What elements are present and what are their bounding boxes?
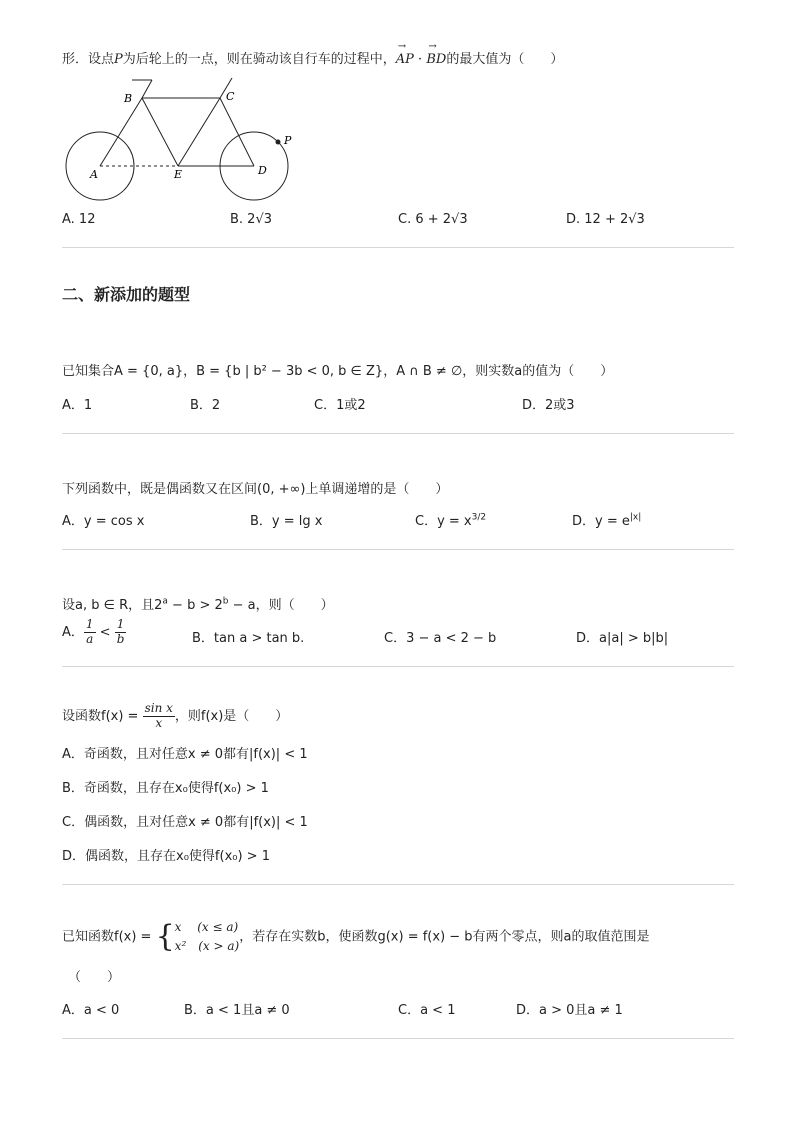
label-e: E bbox=[174, 168, 183, 181]
fraction-numerator: sin x bbox=[144, 701, 173, 715]
q2-option-a[interactable]: A．y = cos x bbox=[62, 514, 145, 529]
q5-option-c[interactable]: C．a < 1 bbox=[398, 1003, 456, 1018]
q1-option-d[interactable]: D．2或3 bbox=[522, 398, 575, 413]
case-1: x (x ≤ a) bbox=[174, 920, 239, 934]
q2-option-d-exponent: |x| bbox=[629, 512, 642, 523]
segment-ce bbox=[178, 98, 220, 166]
q3-option-c[interactable]: C．3 − a < 2 − b bbox=[384, 631, 497, 646]
fraction-numerator: 1 bbox=[85, 617, 94, 631]
q1-stem: 已知集合A = {0, a}，B = {b | b² − 3b < 0, b ∈ Z}，A ∩ B ≠ ∅，则实数a的值为（ ） bbox=[62, 364, 614, 379]
q0-stem-point: P bbox=[114, 52, 123, 67]
q5-stem-line2: （ ） bbox=[68, 970, 121, 985]
q3-option-d[interactable]: D．a|a| > b|b| bbox=[576, 631, 669, 646]
q4-option-b[interactable]: B．奇函数，且存在x₀使得f(x₀) > 1 bbox=[62, 781, 269, 796]
piecewise-cases bbox=[175, 918, 240, 956]
q2-option-d[interactable] bbox=[572, 510, 641, 529]
vector-ap: → AP bbox=[396, 52, 414, 67]
q4-stem-suffix: ，则f(x)是（ ） bbox=[174, 708, 289, 724]
q3-stem-mid: − b > 2 bbox=[167, 598, 223, 613]
q3-stem-end: − a，则（ ） bbox=[228, 598, 334, 613]
q5-stem bbox=[62, 918, 650, 956]
divider bbox=[62, 666, 734, 667]
label-c: C bbox=[226, 90, 235, 103]
label-d: D bbox=[258, 164, 267, 177]
q4-option-a[interactable]: A．奇函数，且对任意x ≠ 0都有|f(x)| < 1 bbox=[62, 747, 308, 762]
q4-option-d[interactable]: D．偶函数，且存在x₀使得f(x₀) > 1 bbox=[62, 849, 270, 864]
segment-ab bbox=[100, 98, 142, 166]
fraction-denominator: x bbox=[155, 715, 163, 730]
q0-option-d[interactable]: D. 12 + 2√3 bbox=[566, 212, 645, 227]
fraction-denominator: a bbox=[86, 631, 94, 646]
q5-option-b[interactable]: B．a < 1且a ≠ 0 bbox=[184, 1003, 290, 1018]
q0-stem-suffix: 的最大值为（ ） bbox=[446, 52, 564, 67]
q2-option-d-text: D．y = e bbox=[572, 514, 630, 529]
q5-stem-prefix: 已知函数f(x) = bbox=[62, 929, 156, 945]
q3-stem-prefix: 设a, b ∈ R，且2 bbox=[62, 598, 163, 613]
q4-stem bbox=[62, 702, 288, 731]
q1-option-b[interactable]: B．2 bbox=[190, 398, 221, 413]
q2-option-b[interactable]: B．y = lg x bbox=[250, 514, 323, 529]
q0-stem-mid: 为后轮上的一点，则在骑动该自行车的过程中， bbox=[122, 52, 396, 67]
divider bbox=[62, 884, 734, 885]
fraction-sinx-over-x bbox=[143, 702, 175, 731]
bicycle-diagram bbox=[60, 76, 310, 206]
divider bbox=[62, 549, 734, 550]
q2-option-c[interactable] bbox=[415, 510, 486, 529]
segment-be bbox=[142, 98, 178, 166]
q4-stem-prefix: 设函数f(x) = bbox=[62, 708, 143, 724]
q3-exp-b: b bbox=[222, 596, 229, 607]
q0-option-b[interactable]: B. 2√3 bbox=[230, 212, 273, 227]
divider bbox=[62, 247, 734, 248]
dot-operator: · bbox=[413, 52, 427, 67]
q3-option-b[interactable]: B．tan a > tan b. bbox=[192, 631, 305, 646]
q0-stem bbox=[62, 48, 563, 67]
q1-option-c[interactable]: C．1或2 bbox=[314, 398, 366, 413]
q3-option-a[interactable] bbox=[62, 618, 126, 647]
point-p-marker bbox=[276, 140, 281, 145]
fraction-denominator: b bbox=[116, 631, 125, 646]
q3-option-a-prefix: A． bbox=[62, 624, 84, 640]
label-b: B bbox=[124, 92, 133, 105]
divider bbox=[62, 433, 734, 434]
less-than: < bbox=[95, 624, 115, 640]
section-title: 二、新添加的题型 bbox=[62, 285, 191, 304]
q2-stem: 下列函数中，既是偶函数又在区间(0, +∞)上单调递增的是（ ） bbox=[62, 482, 449, 497]
q0-stem-prefix: 形．设点 bbox=[62, 52, 115, 67]
label-p: P bbox=[284, 134, 292, 147]
q4-option-c[interactable]: C．偶函数，且对任意x ≠ 0都有|f(x)| < 1 bbox=[62, 815, 308, 830]
fraction-1-over-b bbox=[115, 618, 127, 647]
q2-option-c-text: C．y = x bbox=[415, 514, 472, 529]
handlebar-b bbox=[142, 80, 152, 98]
q5-option-a[interactable]: A．a < 0 bbox=[62, 1003, 120, 1018]
label-a: A bbox=[90, 168, 98, 181]
q3-exp-a: a bbox=[162, 596, 168, 607]
q5-stem-suffix: ，若存在实数b，使函数g(x) = f(x) − b有两个零点，则a的取值范围是 bbox=[239, 929, 650, 945]
q2-option-c-exponent: 3/2 bbox=[471, 512, 487, 523]
divider bbox=[62, 1038, 734, 1039]
fraction-numerator: 1 bbox=[115, 618, 127, 633]
q0-option-a[interactable]: A. 12 bbox=[62, 212, 96, 227]
case-2: x² (x > a) bbox=[174, 939, 240, 954]
left-brace: { bbox=[155, 919, 175, 955]
q0-option-c[interactable]: C. 6 + 2√3 bbox=[398, 212, 468, 227]
q5-option-d[interactable]: D．a > 0且a ≠ 1 bbox=[516, 1003, 623, 1018]
q3-stem bbox=[62, 594, 334, 613]
q1-option-a[interactable]: A．1 bbox=[62, 398, 93, 413]
vector-bd: → BD bbox=[426, 52, 446, 67]
fraction-1-over-a bbox=[84, 618, 96, 647]
